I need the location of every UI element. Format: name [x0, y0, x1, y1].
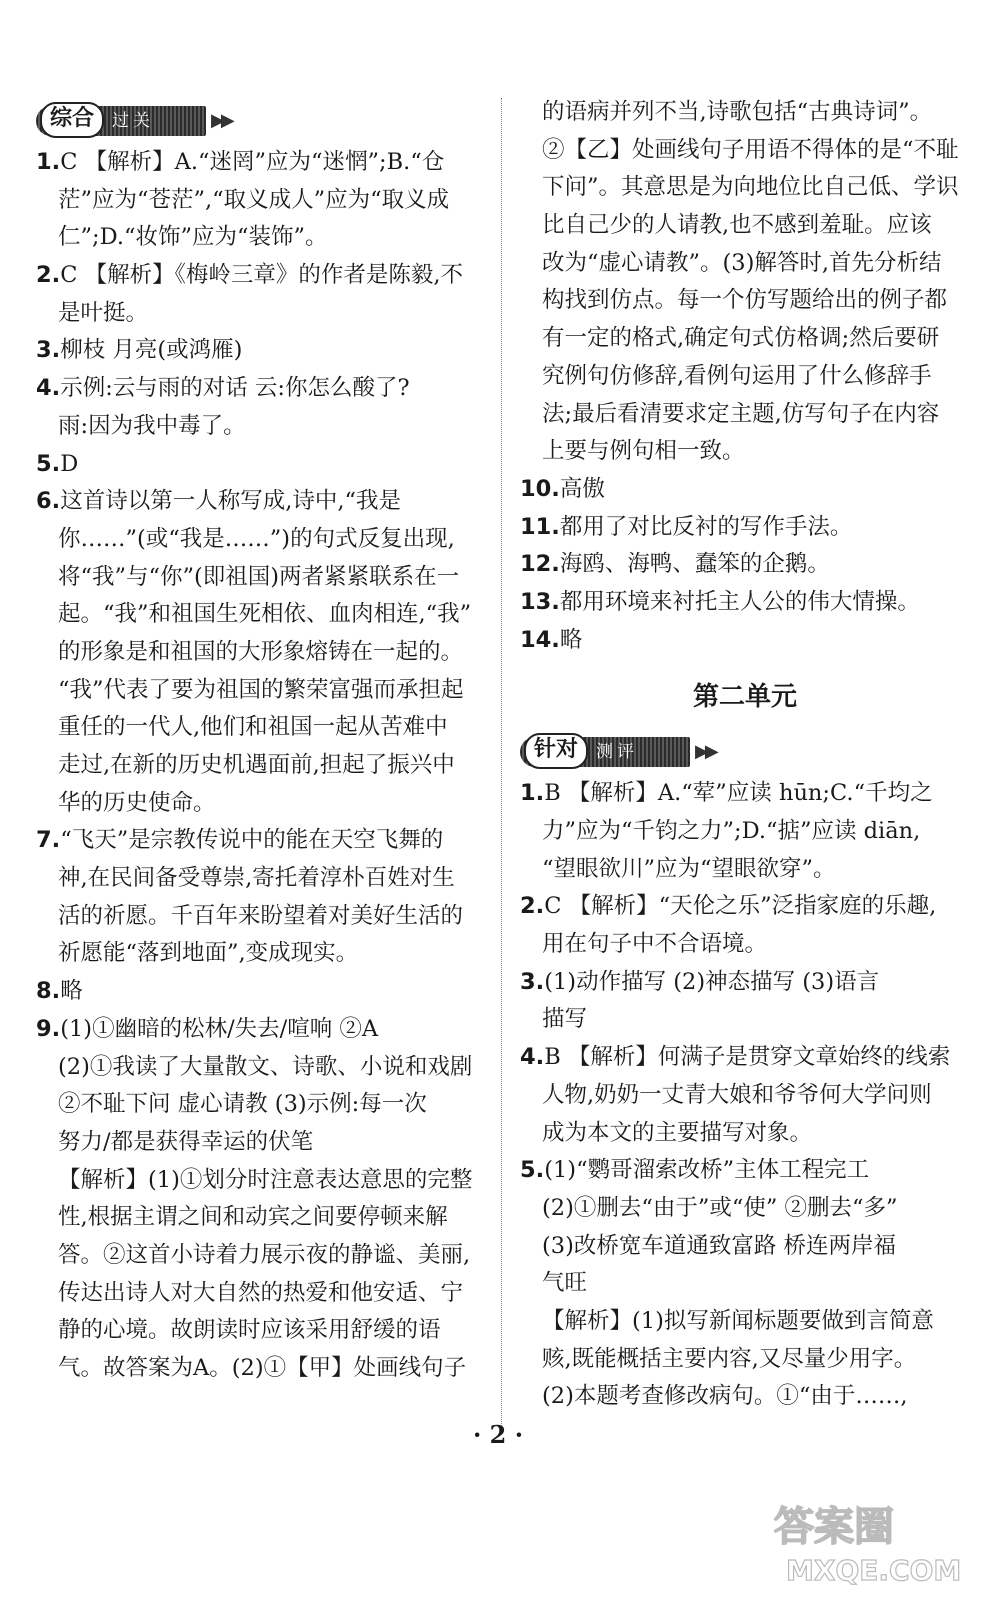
line-text: 静的心境。故朗读时应该采用舒缓的语	[58, 1317, 441, 1344]
answer-list-left	[36, 144, 482, 1388]
text-line	[520, 888, 970, 926]
text-line	[36, 709, 482, 747]
text-line	[520, 1001, 970, 1039]
line-text: 茫”应为“苍茫”,“取义成人”应为“取义成	[58, 186, 450, 213]
text-line	[36, 257, 482, 295]
line-text: 祈愿能“落到地面”,变成现实。	[58, 940, 359, 967]
line-text: 海鸥、海鸭、蠢笨的企鹅。	[559, 551, 830, 578]
text-line	[520, 94, 970, 132]
banner-sub-label: 测评	[596, 742, 638, 763]
text-line	[36, 672, 482, 710]
right-column	[520, 94, 970, 1416]
line-text: 略	[60, 978, 83, 1005]
item-number: 2.	[36, 262, 61, 289]
line-text: 雨:因为我中毒了。	[58, 412, 246, 439]
item-number: 12.	[520, 551, 560, 578]
line-text: 神,在民间备受尊崇,寄托着淳朴百姓对生	[58, 865, 455, 892]
item-number: 8.	[36, 978, 61, 1005]
line-text: C 【解析】“天伦之乐”泛指家庭的乐趣,	[544, 893, 937, 920]
text-line	[36, 1124, 482, 1162]
item-number: 14.	[520, 626, 560, 653]
line-text: 气旺	[542, 1270, 588, 1297]
text-line	[520, 1039, 970, 1077]
text-line	[36, 1350, 482, 1388]
text-line	[520, 169, 970, 207]
text-line	[36, 935, 482, 973]
text-line	[520, 207, 970, 245]
text-line	[36, 785, 482, 823]
text-line	[36, 483, 482, 521]
line-text: 比自己少的人请教,也不感到羞耻。应该	[542, 212, 932, 239]
text-line	[520, 1115, 970, 1153]
line-text: 成为本文的主要描写对象。	[542, 1119, 813, 1146]
line-text: 这首诗以第一人称写成,诗中,“我是	[60, 488, 402, 515]
unit-title: 第二单元	[692, 682, 797, 713]
text-line	[36, 1312, 482, 1350]
text-line	[520, 1341, 970, 1379]
line-text: 走过,在新的历史机遇面前,担起了振兴中	[58, 752, 455, 778]
section-banner-zhendui	[520, 729, 970, 775]
line-text: C 【解析】《梅岭三章》的作者是陈毅,不	[60, 262, 463, 289]
line-text: 将“我”与“你”(即祖国)两者紧紧联系在一	[58, 563, 460, 590]
line-text: 略	[559, 626, 583, 653]
text-line	[520, 964, 970, 1002]
text-line	[520, 622, 970, 660]
answer-list-right-top	[520, 94, 970, 659]
line-text: 力”应为“千钧之力”;D.“掂”应读 diān,	[542, 818, 921, 844]
line-text: 柳枝 月亮(或鸿雁)	[60, 337, 243, 364]
text-line	[520, 320, 970, 358]
line-text: (1)动作描写 (2)神态描写 (3)语言	[544, 968, 880, 995]
item-number: 1.	[520, 780, 545, 807]
text-line	[36, 747, 482, 785]
line-text: 的形象是和祖国的大形象熔铸在一起的。	[58, 638, 464, 665]
line-text: 华的历史使命。	[58, 789, 216, 816]
text-line	[520, 396, 970, 434]
page-number: · 2 ·	[472, 1420, 524, 1449]
text-line	[36, 295, 482, 333]
text-line	[36, 144, 482, 182]
line-text: ②【乙】处画线句子用语不得体的是“不耻	[542, 136, 959, 163]
item-number: 7.	[36, 827, 61, 854]
text-line	[520, 1378, 970, 1416]
text-line	[36, 898, 482, 936]
line-text: 都用了对比反衬的写作手法。	[559, 513, 853, 540]
answer-list-right-bottom	[520, 775, 970, 1416]
text-line	[520, 358, 970, 396]
line-text: 气。故答案为A。(2)①【甲】处画线句子	[58, 1355, 467, 1381]
text-line	[520, 245, 970, 283]
text-line	[520, 509, 970, 547]
text-line	[520, 433, 970, 471]
text-line	[520, 1303, 970, 1341]
watermark-logo	[766, 1488, 976, 1588]
line-text: 性,根据主谓之间和动宾之间要停顿来解	[58, 1204, 448, 1231]
line-text: “我”代表了要为祖国的繁荣富强而承担起	[58, 676, 464, 703]
text-line	[36, 446, 482, 484]
line-text: “飞天”是宗教传说中的能在天空飞舞的	[60, 827, 444, 854]
line-text: C 【解析】A.“迷罔”应为“迷惘”;B.“仓	[60, 149, 445, 175]
text-line	[36, 1049, 482, 1087]
column-divider	[501, 98, 502, 1428]
line-text: 描写	[542, 1006, 588, 1033]
item-number: 13.	[520, 588, 560, 615]
text-line	[36, 1162, 482, 1200]
item-number: 6.	[36, 488, 61, 515]
item-number: 4.	[36, 375, 61, 402]
watermark-text: 答案圈	[774, 1504, 894, 1550]
item-number: 1.	[36, 149, 61, 175]
text-line	[36, 332, 482, 370]
line-text: 答。②这首小诗着力展示夜的静谧、美丽,	[58, 1241, 471, 1268]
text-line	[520, 813, 970, 851]
text-line	[36, 182, 482, 220]
item-number: 11.	[520, 513, 560, 540]
line-text: 赅,既能概括主要内容,又尽量少用字。	[542, 1345, 917, 1372]
line-text: 【解析】(1)拟写新闻标题要做到言简意	[542, 1307, 934, 1334]
item-number: 5.	[520, 1157, 545, 1184]
text-line	[520, 926, 970, 964]
watermark-url: MXQE.COM	[786, 1554, 962, 1587]
line-text: 究例句仿修辞,看例句运用了什么修辞手	[542, 362, 932, 389]
line-text: 都用环境来衬托主人公的伟大情操。	[559, 588, 920, 615]
text-line	[36, 973, 482, 1011]
text-line	[520, 1190, 970, 1228]
arrow-icon: ▶▶	[211, 110, 231, 131]
line-text: 示例:云与雨的对话 云:你怎么酸了?	[60, 375, 410, 402]
line-text: 传达出诗人对大自然的热爱和他安适、宁	[58, 1279, 464, 1306]
arrow-icon: ▶▶	[695, 741, 715, 763]
line-text: 重任的一代人,他们和祖国一起从苦难中	[58, 714, 448, 741]
left-column	[36, 90, 482, 1388]
text-line	[520, 1077, 970, 1115]
text-line	[520, 851, 970, 889]
text-line	[520, 584, 970, 622]
section-banner-zonghe	[36, 98, 482, 144]
item-number: 9.	[36, 1015, 61, 1042]
line-text: (2)①删去“由于”或“使” ②删去“多”	[542, 1194, 898, 1221]
item-number: 3.	[520, 968, 545, 995]
line-text: ②不耻下问 虚心请教 (3)示例:每一次	[58, 1091, 427, 1118]
text-line	[36, 1199, 482, 1237]
text-line	[36, 1011, 482, 1049]
line-text: 下问”。其意思是为向地位比自己低、学识	[542, 174, 959, 201]
line-text: 【解析】(1)①划分时注意表达意思的完整	[58, 1166, 473, 1193]
text-line	[520, 546, 970, 584]
text-line	[36, 1237, 482, 1275]
line-text: 有一定的格式,确定句式仿格调;然后要研	[542, 325, 940, 352]
banner-main-label: 综合	[40, 102, 104, 138]
line-text: 用在句子中不合语境。	[542, 931, 768, 958]
text-line	[36, 1275, 482, 1313]
line-text: (2)①我读了大量散文、诗歌、小说和戏剧	[58, 1053, 473, 1080]
line-text: 构找到仿点。每一个仿写题给出的例子都	[542, 287, 948, 314]
line-text: D	[60, 450, 79, 477]
line-text: 法;最后看清要求定主题,仿写句子在内容	[542, 400, 940, 427]
text-line	[520, 1265, 970, 1303]
line-text: 你……”(或“我是……”)的句式反复出现,	[58, 525, 455, 552]
line-text: 仁”;D.“妆饰”应为“装饰”。	[58, 224, 328, 251]
line-text: 高傲	[559, 475, 605, 502]
line-text: 是叶挺。	[58, 299, 149, 326]
text-line	[36, 596, 482, 634]
line-text: 努力/都是获得幸运的伏笔	[58, 1128, 314, 1155]
line-text: 活的祈愿。千百年来盼望着对美好生活的	[58, 902, 464, 929]
line-text: (1)“鹦哥溜索改桥”主体工程完工	[544, 1157, 870, 1184]
line-text: B 【解析】何满子是贯穿文章始终的线索	[544, 1044, 951, 1071]
text-line	[36, 408, 482, 446]
text-line	[36, 521, 482, 559]
text-line	[520, 471, 970, 509]
item-number: 10.	[520, 475, 560, 502]
text-line	[36, 634, 482, 672]
text-line	[36, 822, 482, 860]
line-text: “望眼欲川”应为“望眼欲穿”。	[542, 855, 836, 882]
text-line	[520, 282, 970, 320]
text-line	[36, 559, 482, 597]
item-number: 5.	[36, 450, 61, 477]
line-text: 改为“虚心请教”。(3)解答时,首先分析结	[542, 249, 942, 276]
item-number: 2.	[520, 893, 545, 920]
line-text: 的语病并列不当,诗歌包括“古典诗词”。	[542, 99, 933, 125]
line-text: (1)①幽暗的松林/失去/喧响 ②A	[60, 1015, 379, 1042]
text-line	[520, 132, 970, 170]
text-line	[36, 860, 482, 898]
banner-sub-label: 过关	[112, 111, 154, 131]
text-line	[520, 1228, 970, 1266]
line-text: 人物,奶奶一丈青大娘和爷爷何大学问则	[542, 1081, 932, 1108]
line-text: B 【解析】A.“荤”应读 hūn;C.“千均之	[544, 780, 933, 807]
item-number: 3.	[36, 337, 61, 364]
item-number: 4.	[520, 1044, 545, 1071]
line-text: (3)改桥宽车道通致富路 桥连两岸福	[542, 1232, 897, 1259]
text-line	[520, 775, 970, 813]
text-line	[36, 219, 482, 257]
line-text: 上要与例句相一致。	[542, 438, 745, 465]
text-line	[520, 1152, 970, 1190]
text-line	[36, 370, 482, 408]
banner-main-label: 针对	[524, 733, 588, 769]
line-text: (2)本题考查修改病句。①“由于……,	[542, 1383, 908, 1410]
text-line	[36, 1086, 482, 1124]
line-text: 起。“我”和祖国生死相依、血肉相连,“我”	[58, 601, 472, 628]
